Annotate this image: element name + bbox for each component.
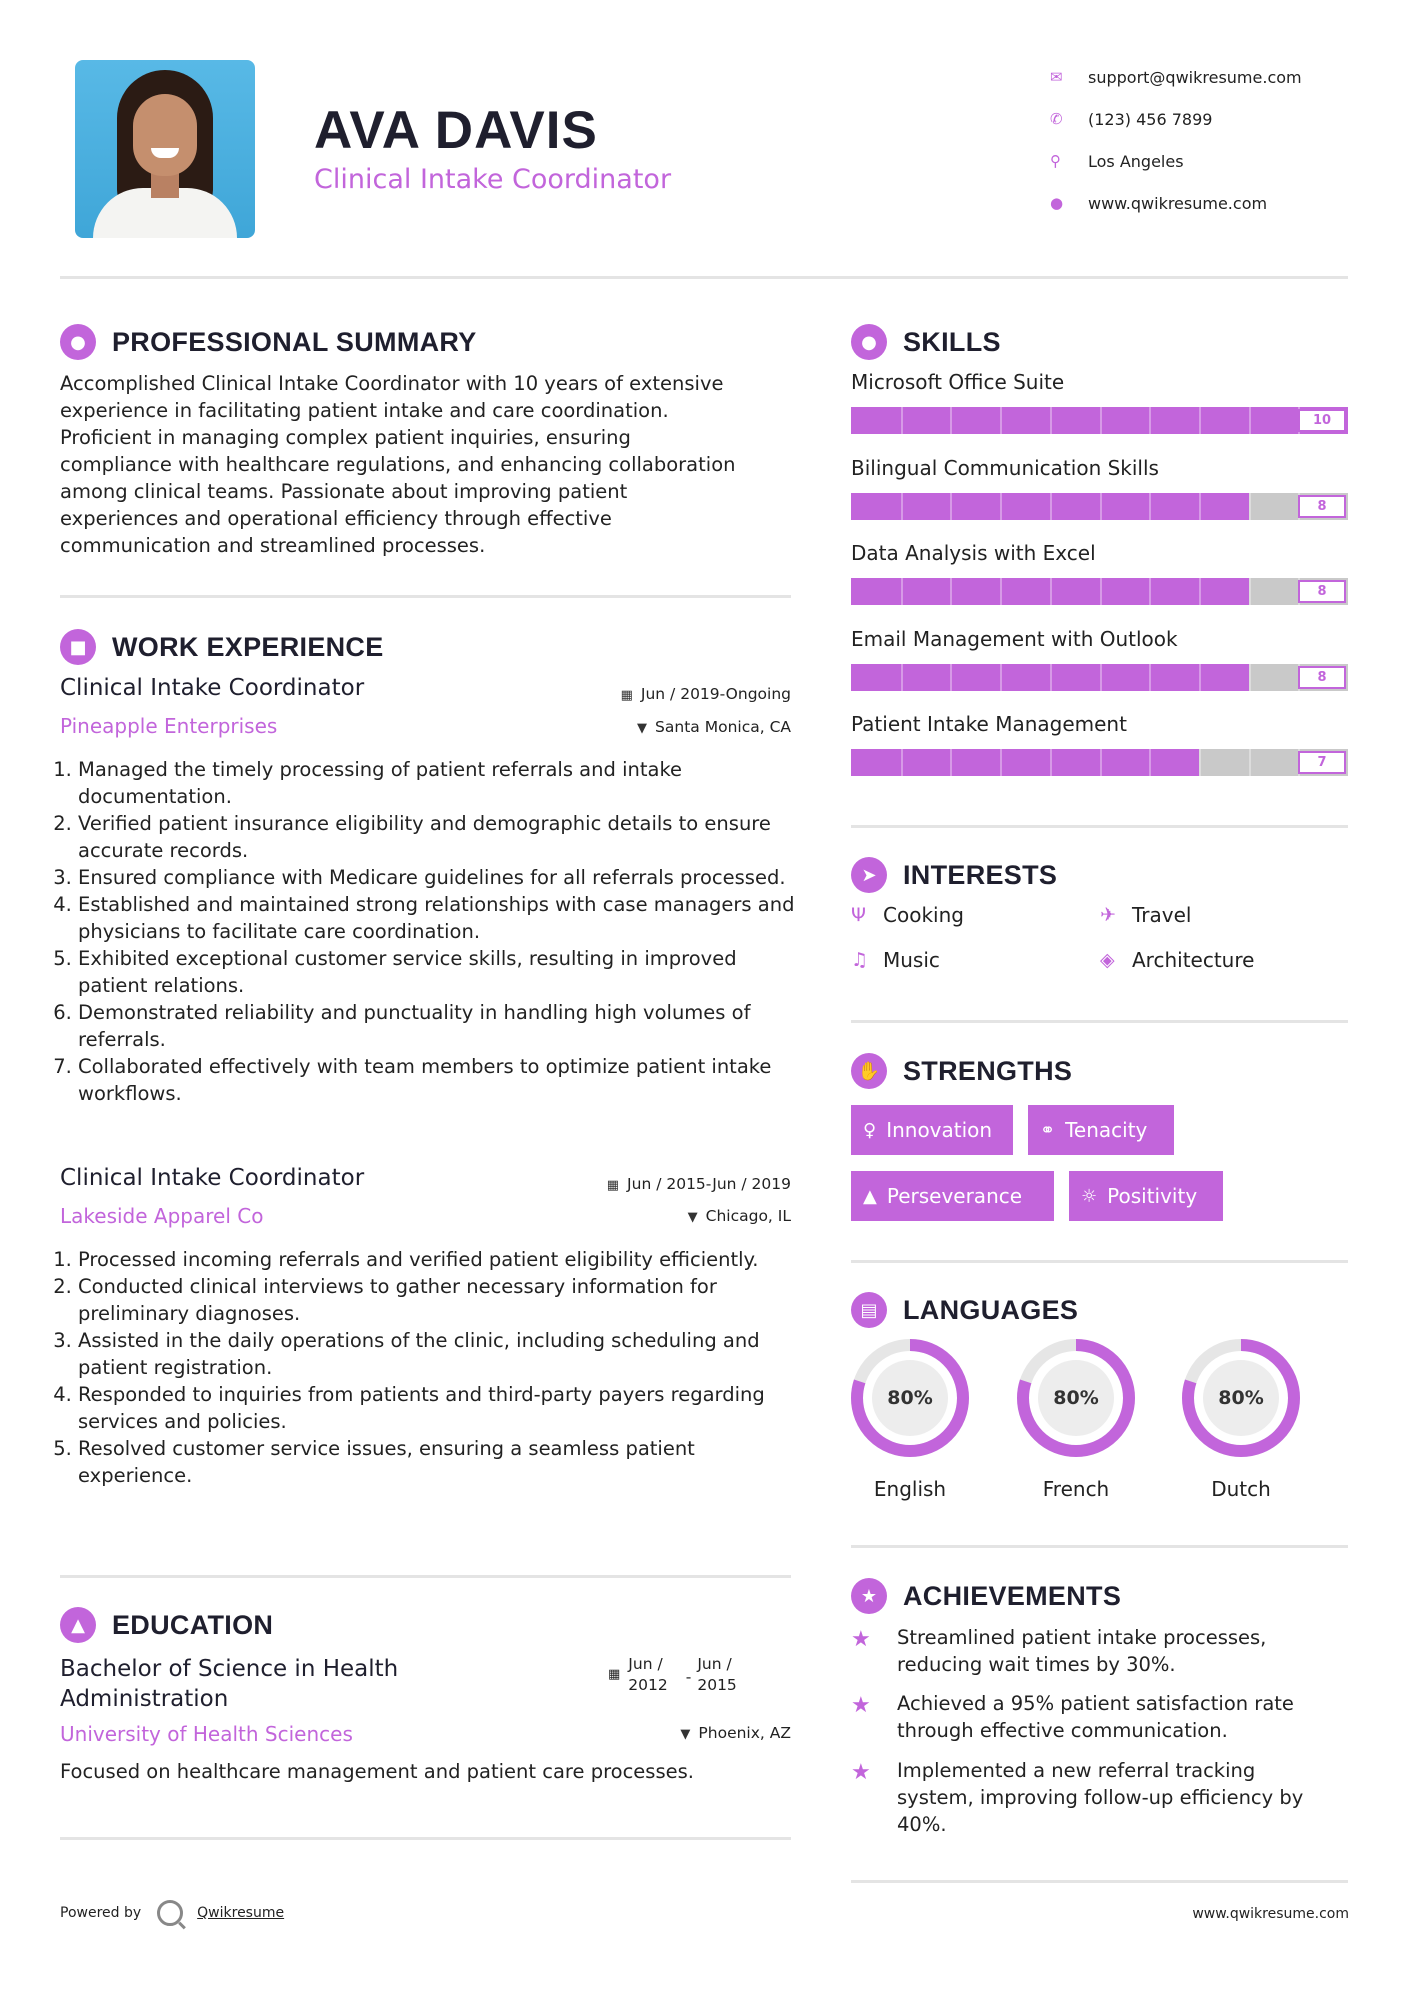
- list-item: 3. Ensured compliance with Medicare guidelines for all referrals processed.: [78, 864, 800, 891]
- language-item: [849, 1337, 971, 1501]
- education-location: ▼ Phoenix, AZ: [680, 1724, 791, 1742]
- list-item: 5. Resolved customer service issues, ensuring a seamless patient experience.: [78, 1435, 800, 1489]
- list-item: 2. Verified patient insurance eligibility and demographic details to ensure accurate records.: [78, 810, 800, 864]
- user-icon: ●: [60, 324, 96, 360]
- list-item: 6. Demonstrated reliability and punctuality in handling high volumes of referrals.: [78, 999, 800, 1053]
- profile-photo: [75, 60, 255, 238]
- candidate-title: Clinical Intake Coordinator: [314, 164, 672, 195]
- skill-bar: [851, 749, 1348, 776]
- skill-name: Data Analysis with Excel: [851, 541, 1096, 565]
- website-text: www.qwikresume.com: [1088, 193, 1268, 213]
- pin-icon: ▼: [680, 1727, 691, 1742]
- summary-divider: [60, 595, 791, 598]
- skill-bar-fill: [851, 749, 1199, 776]
- education-heading: ▲ EDUCATION: [60, 1607, 273, 1643]
- utensils-icon: Ψ: [851, 904, 866, 926]
- list-item: 1. Managed the timely processing of patient referrals and intake documentation.: [78, 756, 800, 810]
- summary-heading: ● PROFESSIONAL SUMMARY: [60, 324, 477, 360]
- star-icon: ★: [851, 1760, 871, 1785]
- star-icon: ★: [851, 1627, 871, 1652]
- job-company: Lakeside Apparel Co: [60, 1204, 264, 1228]
- interest-item: ♫ Music: [851, 948, 940, 972]
- summary-text: Accomplished Clinical Intake Coordinator with 10 years of extensive experience in facilitating patient intake and care coordination. Proficient in managing complex patient inquiries, ensuring compliance with healthcare regulations, and enhancing collaboration among clinical teams. Passionate about improving patient experiences and operational efficiency through effective communication and streamlined processes.: [60, 372, 736, 557]
- job-title: Clinical Intake Coordinator: [60, 1165, 365, 1191]
- language-percent: 80%: [887, 1387, 933, 1409]
- skill-name: Microsoft Office Suite: [851, 370, 1065, 394]
- strengths-divider: [851, 1260, 1348, 1263]
- pin-icon: ▼: [637, 721, 648, 736]
- footer-website-link[interactable]: www.qwikresume.com: [1192, 1906, 1349, 1922]
- skill-name: Patient Intake Management: [851, 712, 1127, 736]
- job-location: ▼ Santa Monica, CA: [637, 718, 791, 736]
- contact-phone[interactable]: [1050, 98, 1302, 140]
- ruler-icon: ◈: [1100, 949, 1115, 971]
- location-text: Los Angeles: [1088, 151, 1184, 171]
- language-name: Dutch: [1211, 1477, 1271, 1501]
- lightbulb-icon: ●: [851, 324, 887, 360]
- graduation-cap-icon: ▲: [60, 1607, 96, 1643]
- work-divider: [60, 1575, 791, 1578]
- languages-heading: ▤ LANGUAGES: [851, 1292, 1078, 1328]
- job-duties: [60, 756, 800, 1107]
- strength-tag: ⚭ Tenacity: [1028, 1105, 1174, 1155]
- phone-icon: ✆: [1050, 110, 1063, 128]
- education-divider: [60, 1837, 791, 1840]
- language-item: [1180, 1337, 1302, 1501]
- link-icon: ⚭: [1040, 1119, 1056, 1141]
- list-item: 4. Established and maintained strong relationships with case managers and physicians to facilitate care coordination.: [78, 891, 800, 945]
- footer-brand-link[interactable]: Qwikresume: [197, 1905, 285, 1921]
- skill-name: Email Management with Outlook: [851, 626, 1178, 651]
- qwikresume-logo-icon: [157, 1900, 183, 1926]
- achievement-item: ★ Streamlined patient intake processes, reducing wait times by 30%.: [851, 1626, 1267, 1676]
- contact-website[interactable]: [1050, 182, 1302, 224]
- interests-heading: ➤ INTERESTS: [851, 857, 1057, 893]
- list-item: 7. Collaborated effectively with team members to optimize patient intake workflows.: [78, 1053, 800, 1107]
- languages-divider: [851, 1545, 1348, 1548]
- calendar-icon: ▦: [620, 688, 633, 703]
- skill-bar: [851, 664, 1348, 691]
- sun-icon: ☼: [1081, 1185, 1098, 1207]
- job-title: Clinical Intake Coordinator: [60, 675, 365, 701]
- email-text: support@qwikresume.com: [1088, 67, 1302, 87]
- job-date: ▦ Jun / 2015-Jun / 2019: [606, 1175, 791, 1193]
- skill-bar: [851, 407, 1348, 434]
- contact-block: [1050, 56, 1302, 224]
- language-percent: 80%: [1053, 1387, 1099, 1409]
- strengths-heading: ✋ STRENGTHS: [851, 1053, 1072, 1089]
- paper-plane-icon: ➤: [851, 857, 887, 893]
- strength-tag: ▲ Perseverance: [851, 1171, 1054, 1221]
- language-item: [1015, 1337, 1137, 1501]
- header-divider: [60, 276, 1348, 279]
- skill-name: Bilingual Communication Skills: [851, 455, 1159, 480]
- work-heading: ■ WORK EXPERIENCE: [60, 629, 384, 665]
- degree-title: Bachelor of Science in Health Administration: [60, 1656, 399, 1712]
- job-company: Pineapple Enterprises: [60, 714, 278, 738]
- footer-powered-by: Powered by Qwikresume: [60, 1900, 284, 1926]
- job-duties: [60, 1246, 800, 1489]
- pin-icon: ▼: [687, 1210, 698, 1225]
- language-percent: 80%: [1218, 1387, 1264, 1409]
- skills-divider: [851, 825, 1348, 828]
- job-date: ▦ Jun / 2019-Ongoing: [620, 685, 791, 703]
- music-icon: ♫: [851, 949, 869, 971]
- map-pin-icon: ⚲: [1050, 152, 1061, 170]
- calendar-icon: ▦: [608, 1667, 621, 1682]
- strength-tag: ☼ Positivity: [1069, 1171, 1223, 1221]
- contact-email[interactable]: [1050, 56, 1302, 98]
- skill-level: 8: [1298, 666, 1346, 689]
- plane-icon: ✈: [1100, 904, 1116, 926]
- school-name: University of Health Sciences: [60, 1722, 353, 1746]
- achievement-item: ★ Implemented a new referral tracking system, improving follow-up efficiency by 40%.: [851, 1759, 1304, 1836]
- lightbulb-icon: ♀: [863, 1119, 877, 1141]
- translate-icon: ▤: [851, 1292, 887, 1328]
- interest-item: ◈ Architecture: [1100, 948, 1255, 972]
- strength-tag: ♀ Innovation: [851, 1105, 1013, 1155]
- achievements-divider: [851, 1880, 1348, 1883]
- contact-location: [1050, 140, 1302, 182]
- achievement-item: ★ Achieved a 95% patient satisfaction rate through effective communication.: [851, 1692, 1294, 1742]
- skill-bar: [851, 578, 1348, 605]
- list-item: 2. Conducted clinical interviews to gather necessary information for preliminary diagnoses.: [78, 1273, 800, 1327]
- language-name: French: [1042, 1477, 1110, 1501]
- list-item: 1. Processed incoming referrals and verified patient eligibility efficiently.: [78, 1246, 800, 1273]
- skill-level: 8: [1298, 580, 1346, 603]
- education-description: Focused on healthcare management and patient care processes.: [60, 1760, 694, 1783]
- achievements-heading: ★ ACHIEVEMENTS: [851, 1578, 1121, 1614]
- job-location: ▼ Chicago, IL: [687, 1207, 791, 1225]
- star-badge-icon: ★: [851, 1578, 887, 1614]
- list-item: 3. Assisted in the daily operations of the clinic, including scheduling and patient registration.: [78, 1327, 800, 1381]
- skill-bar: [851, 493, 1348, 520]
- envelope-icon: ✉: [1050, 68, 1063, 86]
- list-item: 4. Responded to inquiries from patients and third-party payers regarding services and policies.: [78, 1381, 800, 1435]
- skill-level: 8: [1298, 495, 1346, 518]
- mountain-icon: ▲: [863, 1185, 877, 1207]
- phone-text: (123) 456 7899: [1088, 109, 1213, 129]
- globe-icon: ●: [1050, 194, 1064, 212]
- fist-icon: ✋: [851, 1053, 887, 1089]
- education-date: ▦ Jun / 2012 - Jun / 2015: [608, 1655, 737, 1694]
- interests-divider: [851, 1020, 1348, 1023]
- skill-level: 10: [1298, 409, 1346, 432]
- candidate-name: AVA DAVIS: [314, 101, 598, 160]
- briefcase-icon: ■: [60, 629, 96, 665]
- skills-heading: ● SKILLS: [851, 324, 1001, 360]
- skill-level: 7: [1298, 751, 1346, 774]
- interest-item: ✈ Travel: [1100, 903, 1192, 927]
- star-icon: ★: [851, 1693, 871, 1718]
- calendar-icon: ▦: [606, 1178, 620, 1193]
- list-item: 5. Exhibited exceptional customer service skills, resulting in improved patient relations.: [78, 945, 800, 999]
- language-name: English: [873, 1477, 947, 1501]
- interest-item: Ψ Cooking: [851, 903, 964, 927]
